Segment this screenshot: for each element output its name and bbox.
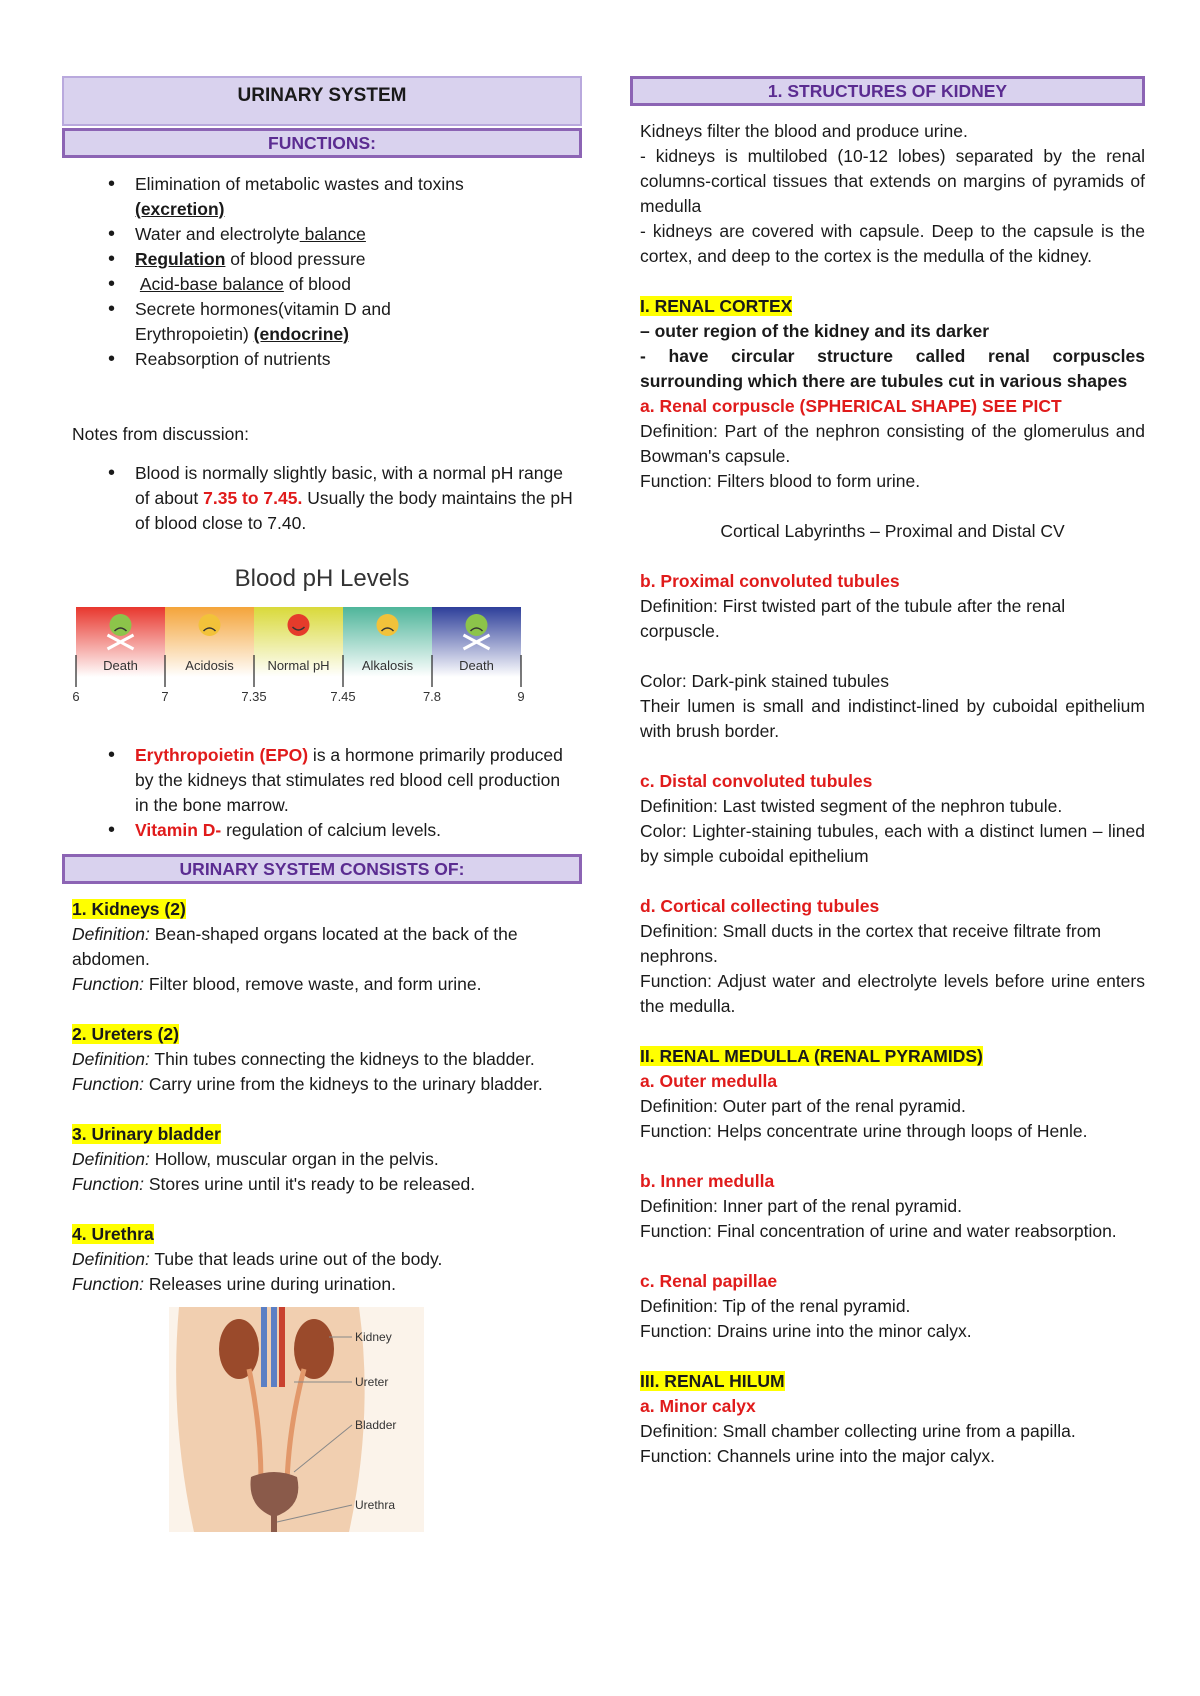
page-title: URINARY SYSTEM: [62, 76, 582, 126]
minor-calyx-function: Function: Channels urine into the major calyx.: [640, 1446, 996, 1466]
list-item: • Water and electrolyte balance: [62, 222, 582, 247]
corpuscle-title: a. Renal corpuscle (SPHERICAL SHAPE) SEE PICT: [640, 396, 1062, 416]
ph-segment-label: Normal pH: [267, 658, 330, 673]
inner-medulla-function: Function: Final concentration of urine and water reabsorption.: [640, 1221, 1117, 1241]
functions-header: FUNCTIONS:: [62, 128, 582, 158]
notes-label: Notes from discussion:: [72, 424, 250, 444]
outer-medulla-function: Function: Helps concentrate urine through loops of Henle.: [640, 1121, 1088, 1141]
organ-kidneys: 1. Kidneys (2) Definition: Bean-shaped organs located at the back of the abdomen. Function: Filter blood, remove waste, and form urine.: [72, 899, 518, 994]
figure-label-ureter: Ureter: [355, 1375, 389, 1389]
ph-segment-label: Acidosis: [185, 658, 234, 673]
ph-tick-label: 7.45: [330, 689, 356, 704]
cortex-title: I. RENAL CORTEX: [640, 296, 793, 316]
urinary-figure-svg: [169, 1307, 424, 1532]
ph-tick-label: 7.8: [422, 689, 442, 704]
pct-lumen: Their lumen is small and indistinct-lined by cuboidal epithelium with brush border.: [640, 696, 1145, 741]
cct-function: Function: Adjust water and electrolyte levels before urine enters the medulla.: [640, 971, 1145, 1016]
list-item: • Blood is normally slightly basic, with a normal pH range of about 7.35 to 7.45. Usually the body maintains the pH of blood close to 7.40.: [62, 461, 575, 536]
ph-tick-label: 9: [517, 689, 525, 704]
intro-2: - kidneys is multilobed (10-12 lobes) separated by the renal columns-cortical tissues that extends on margins of pyramids of medulla: [640, 146, 1145, 216]
ph-segment-label: Alkalosis: [361, 658, 414, 673]
skull-face-icon: [110, 614, 132, 636]
labyrinth-note: Cortical Labyrinths – Proximal and Distal CV: [720, 521, 1065, 541]
figure-label-urethra: Urethra: [355, 1498, 396, 1512]
cct-title: d. Cortical collecting tubules: [640, 896, 880, 916]
intro-3: - kidneys are covered with capsule. Deep to the capsule is the cortex, and deep to the cortex is the medulla of the kidney.: [640, 221, 1145, 266]
outer-medulla-definition: Definition: Outer part of the renal pyramid.: [640, 1096, 966, 1116]
ph-tick-label: 7: [161, 689, 169, 704]
pct-title: b. Proximal convoluted tubules: [640, 571, 900, 591]
sad-face-icon: [199, 614, 221, 636]
left-column: [62, 76, 582, 1532]
hormone-notes-list: [62, 743, 582, 843]
functions-list: [62, 172, 582, 372]
pct-definition: Definition: First twisted part of the tubule after the renal corpuscle.: [640, 596, 1066, 641]
list-item: • Secrete hormones(vitamin D and Erythropoietin) (endocrine): [62, 297, 582, 347]
happy-face-icon: [288, 614, 310, 636]
skull-face-icon: [466, 614, 488, 636]
corpuscle-definition: Definition: Part of the nephron consisting of the glomerulus and Bowman's capsule.: [640, 421, 1145, 466]
blood-ph-chart: [62, 554, 582, 739]
consists-header: URINARY SYSTEM CONSISTS OF:: [62, 854, 582, 884]
urinary-system-figure: [169, 1307, 424, 1532]
list-item: • Elimination of metabolic wastes and toxins (excretion): [62, 172, 582, 222]
papillae-title: c. Renal papillae: [640, 1271, 778, 1291]
dct-color: Color: Lighter-staining tubules, each with a distinct lumen – lined by simple cuboidal epithelium: [640, 821, 1145, 866]
ph-segment-label: Death: [459, 658, 494, 673]
minor-calyx-title: a. Minor calyx: [640, 1396, 756, 1416]
list-item: • Reabsorption of nutrients: [62, 347, 582, 372]
medulla-title: II. RENAL MEDULLA (RENAL PYRAMIDS): [640, 1046, 983, 1066]
list-item: • Acid-base balance of blood: [62, 272, 582, 297]
sad-face-icon: [377, 614, 399, 636]
right-content: [630, 119, 1145, 1469]
cct-definition: Definition: Small ducts in the cortex that receive filtrate from nephrons.: [640, 921, 1102, 966]
papillae-function: Function: Drains urine into the minor calyx.: [640, 1321, 972, 1341]
pct-color: Color: Dark-pink stained tubules: [640, 671, 890, 691]
right-column: [630, 76, 1145, 1469]
organ-bladder: 3. Urinary bladder Definition: Hollow, muscular organ in the pelvis. Function: Stores urine until it's ready to be released.: [72, 1124, 476, 1194]
figure-label-bladder: Bladder: [355, 1418, 397, 1432]
cortex-desc-2: - have circular structure called renal corpuscles surrounding which there are tubules cut in various shapes: [640, 346, 1145, 391]
outer-medulla-title: a. Outer medulla: [640, 1071, 778, 1091]
inner-medulla-title: b. Inner medulla: [640, 1171, 775, 1191]
figure-label-kidney: Kidney: [355, 1330, 392, 1344]
dct-definition: Definition: Last twisted segment of the nephron tubule.: [640, 796, 1063, 816]
ph-segment-label: Death: [103, 658, 138, 673]
hilum-title: III. RENAL HILUM: [640, 1371, 785, 1391]
structures-header: 1. STRUCTURES OF KIDNEY: [630, 76, 1145, 106]
organ-ureters: 2. Ureters (2) Definition: Thin tubes connecting the kidneys to the bladder. Function: Carry urine from the kidneys to the urinary bladder.: [72, 1024, 543, 1094]
ph-chart-svg: [62, 554, 582, 739]
list-item: • Vitamin D- regulation of calcium levels.: [62, 818, 582, 843]
list-item: • Regulation of blood pressure: [62, 247, 582, 272]
list-item: • Erythropoietin (EPO) is a hormone primarily produced by the kidneys that stimulates red blood cell production in the bone marrow.: [62, 743, 575, 818]
organs-section: [62, 897, 562, 1297]
ph-tick-label: 7.35: [241, 689, 267, 704]
ph-tick-label: 6: [72, 689, 80, 704]
inner-medulla-definition: Definition: Inner part of the renal pyramid.: [640, 1196, 962, 1216]
minor-calyx-definition: Definition: Small chamber collecting urine from a papilla.: [640, 1421, 1076, 1441]
corpuscle-function: Function: Filters blood to form urine.: [640, 471, 921, 491]
ph-chart-title: Blood pH Levels: [234, 565, 410, 592]
notes-list: [62, 461, 582, 536]
organ-urethra: 4. Urethra Definition: Tube that leads urine out of the body. Function: Releases urine during urination.: [72, 1224, 443, 1294]
dct-title: c. Distal convoluted tubules: [640, 771, 873, 791]
intro-1: Kidneys filter the blood and produce urine.: [640, 121, 968, 141]
papillae-definition: Definition: Tip of the renal pyramid.: [640, 1296, 911, 1316]
cortex-desc-1: – outer region of the kidney and its darker: [640, 321, 990, 341]
